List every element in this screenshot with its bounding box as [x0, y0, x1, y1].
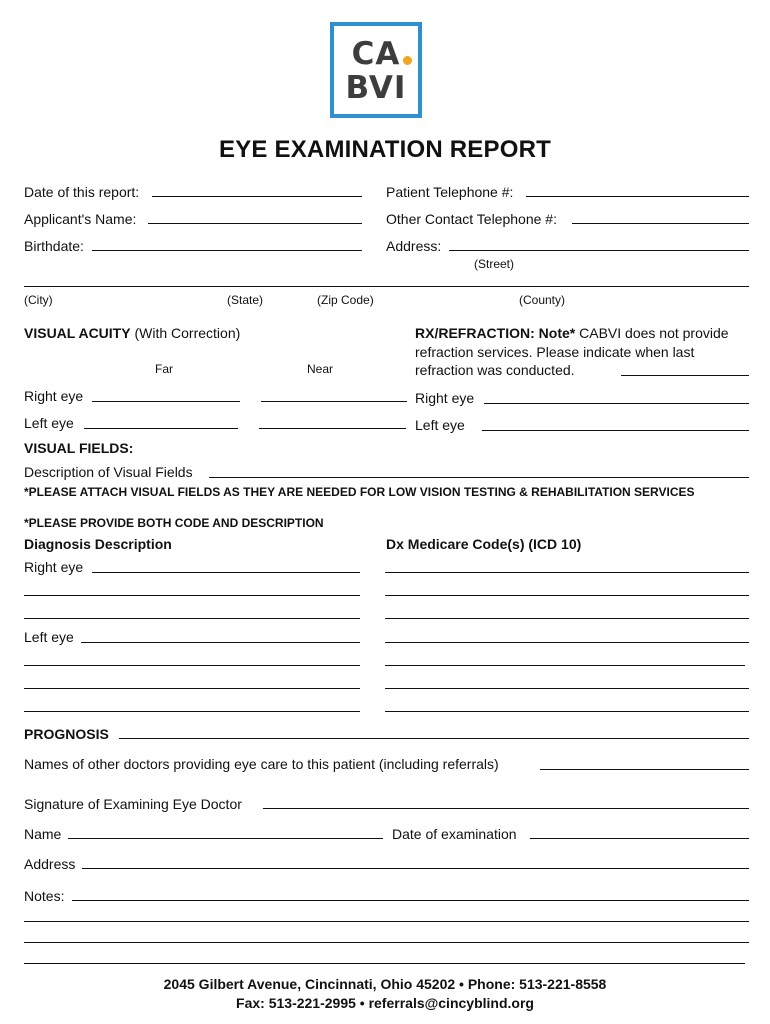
- rx-refraction-block: [415, 324, 755, 380]
- dx-left-code-line-4[interactable]: [385, 711, 749, 712]
- dx-left-code-line-3[interactable]: [385, 688, 749, 689]
- rx-note-label: Note*: [538, 325, 576, 341]
- rx-heading: RX/REFRACTION:: [415, 325, 535, 341]
- other-doctors-field[interactable]: [540, 769, 749, 770]
- visual-acuity-title: VISUAL ACUITY: [24, 325, 131, 341]
- visual-fields-description-label: Description of Visual Fields: [24, 464, 193, 480]
- rx-left-eye-field[interactable]: [482, 430, 749, 431]
- applicant-name-label: Applicant's Name:: [24, 211, 137, 227]
- provide-code-note: *PLEASE PROVIDE BOTH CODE AND DESCRIPTION: [24, 516, 324, 530]
- logo-dot: [403, 56, 412, 65]
- va-right-near-field[interactable]: [261, 401, 407, 402]
- date-of-examination-field[interactable]: [530, 838, 749, 839]
- address-street-field[interactable]: [449, 250, 749, 251]
- signature-label: Signature of Examining Eye Doctor: [24, 796, 242, 812]
- address-city-line[interactable]: [24, 286, 749, 287]
- applicant-name-field[interactable]: [148, 223, 362, 224]
- near-label: Near: [307, 362, 334, 376]
- visual-acuity-subtitle: (With Correction): [134, 325, 241, 341]
- date-of-examination-label: Date of examination: [392, 826, 517, 842]
- notes-label: Notes:: [24, 888, 65, 904]
- signature-field[interactable]: [263, 808, 749, 809]
- dx-left-desc-line-1[interactable]: [81, 642, 360, 643]
- rx-right-eye-label: Right eye: [415, 390, 475, 406]
- city-caption: (City): [24, 293, 53, 307]
- prognosis-field[interactable]: [119, 738, 749, 739]
- attach-visual-fields-note: *PLEASE ATTACH VISUAL FIELDS AS THEY ARE NEEDED FOR LOW VISION TESTING & REHABILITATION SERVICES: [24, 485, 695, 499]
- birthdate-field[interactable]: [92, 250, 362, 251]
- visual-fields-description-field[interactable]: [209, 477, 749, 478]
- dx-right-desc-line-1[interactable]: [92, 572, 360, 573]
- page-title: EYE EXAMINATION REPORT: [219, 136, 551, 163]
- dx-left-desc-line-4[interactable]: [24, 711, 360, 712]
- visual-acuity-heading: [24, 325, 240, 341]
- dx-left-code-line-2[interactable]: [385, 665, 745, 666]
- va-right-eye-label: Right eye: [24, 388, 84, 404]
- dx-right-desc-line-3[interactable]: [24, 618, 360, 619]
- zip-caption: (Zip Code): [317, 293, 374, 307]
- cabvi-logo: [330, 22, 422, 118]
- va-left-near-field[interactable]: [259, 428, 406, 429]
- birthdate-label: Birthdate:: [24, 238, 84, 254]
- address-label: Address:: [386, 238, 442, 254]
- date-of-report-label: Date of this report:: [24, 184, 140, 200]
- doctor-name-field[interactable]: [68, 838, 383, 839]
- dx-left-code-line-1[interactable]: [385, 642, 749, 643]
- notes-line-1[interactable]: [72, 900, 749, 901]
- va-right-far-field[interactable]: [92, 401, 240, 402]
- logo-line1: CA: [351, 36, 401, 72]
- dx-medicare-codes-heading: Dx Medicare Code(s) (ICD 10): [386, 536, 582, 552]
- dx-left-eye-label: Left eye: [24, 629, 74, 645]
- doctor-name-label: Name: [24, 826, 62, 842]
- far-label: Far: [155, 362, 173, 376]
- rx-left-eye-label: Left eye: [415, 417, 465, 433]
- date-of-report-field[interactable]: [152, 196, 362, 197]
- footer-address-phone: 2045 Gilbert Avenue, Cincinnati, Ohio 45202 • Phone: 513-221-8558: [163, 976, 607, 992]
- patient-telephone-field[interactable]: [526, 196, 749, 197]
- va-left-far-field[interactable]: [84, 428, 238, 429]
- last-refraction-field[interactable]: [621, 375, 749, 376]
- other-contact-telephone-field[interactable]: [572, 223, 749, 224]
- va-left-eye-label: Left eye: [24, 415, 74, 431]
- other-doctors-label: Names of other doctors providing eye care to this patient (including referrals): [24, 756, 499, 772]
- logo-line2: BVI: [345, 70, 407, 106]
- visual-fields-heading: VISUAL FIELDS:: [24, 440, 134, 456]
- dx-right-code-line-3[interactable]: [385, 618, 749, 619]
- state-caption: (State): [227, 293, 264, 307]
- county-caption: (County): [519, 293, 566, 307]
- notes-line-4[interactable]: [24, 963, 745, 964]
- notes-line-3[interactable]: [24, 942, 749, 943]
- other-contact-telephone-label: Other Contact Telephone #:: [386, 211, 557, 227]
- dx-right-desc-line-2[interactable]: [24, 595, 360, 596]
- rx-right-eye-field[interactable]: [484, 403, 749, 404]
- prognosis-heading: PROGNOSIS: [24, 726, 109, 742]
- doctor-address-field[interactable]: [82, 868, 749, 869]
- rx-note-text: CABVI does not provide refraction services. Please indicate when last refraction was conducted.: [415, 325, 729, 378]
- footer-fax-email: Fax: 513-221-2995 • referrals@cincyblind.org: [236, 995, 534, 1011]
- diagnosis-description-heading: Diagnosis Description: [24, 536, 172, 552]
- dx-left-desc-line-2[interactable]: [24, 665, 360, 666]
- dx-left-desc-line-3[interactable]: [24, 688, 360, 689]
- dx-right-code-line-2[interactable]: [385, 595, 749, 596]
- street-caption: (Street): [474, 257, 515, 271]
- dx-right-code-line-1[interactable]: [385, 572, 749, 573]
- doctor-address-label: Address: [24, 856, 76, 872]
- notes-line-2[interactable]: [24, 921, 749, 922]
- patient-telephone-label: Patient Telephone #:: [386, 184, 514, 200]
- dx-right-eye-label: Right eye: [24, 559, 84, 575]
